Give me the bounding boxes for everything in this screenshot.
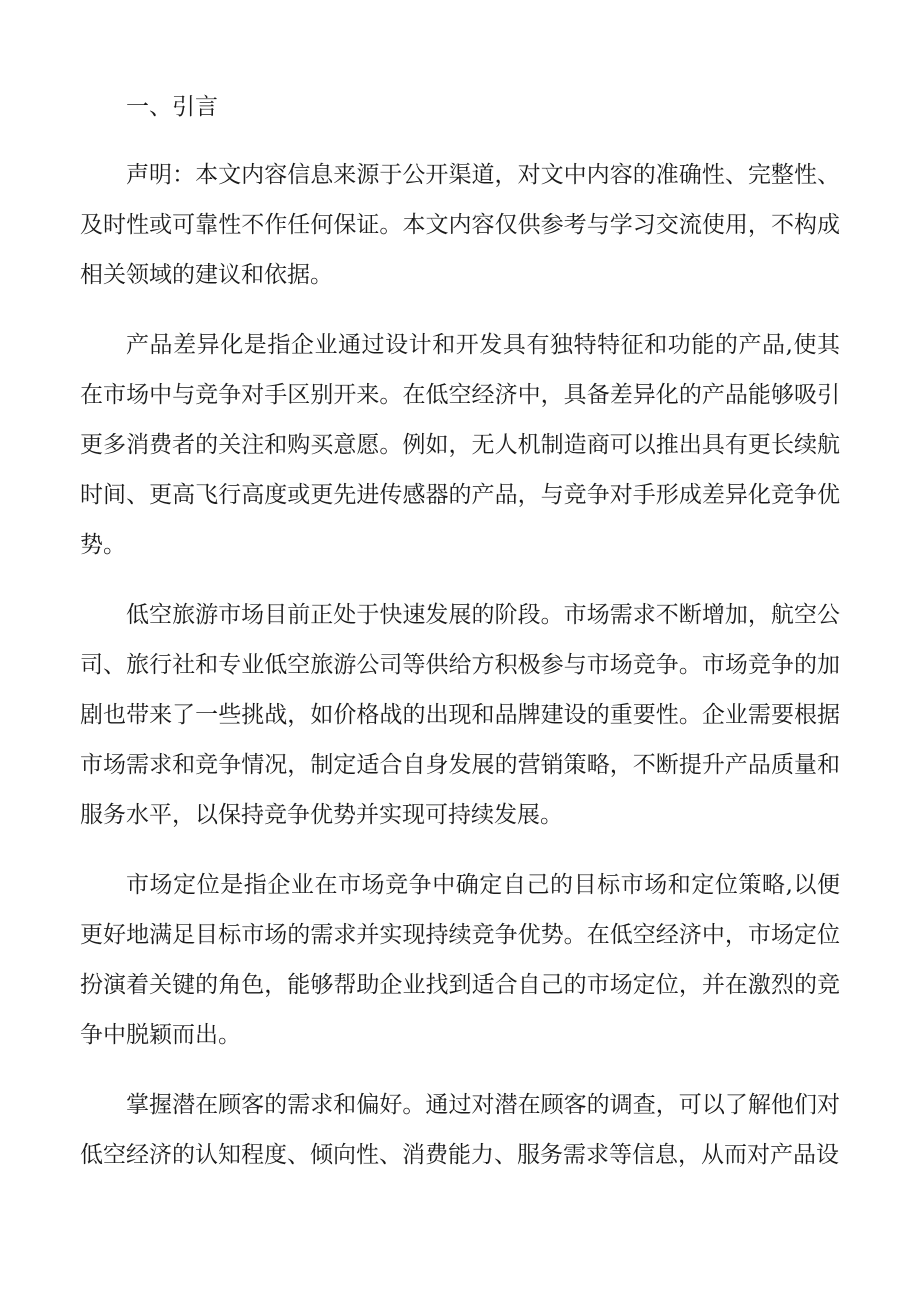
disclaimer-paragraph: 声明：本文内容信息来源于公开渠道，对文中内容的准确性、完整性、及时性或可靠性不作任何保证。本文内容仅供参考与学习交流使用，不构成相关领域的建议和依据。: [80, 162, 840, 288]
low-altitude-tourism-paragraph: 低空旅游市场目前正处于快速发展的阶段。市场需求不断增加，航空公司、旅行社和专业低空旅游公司等供给方积极参与市场竞争。市场竞争的加剧也带来了一些挑战，如价格战的出现和品牌建设的重要性。企业需要根据市场需求和竞争情况，制定适合自身发展的营销策略，不断提升产品质量和服务水平，以保持竞争优势并实现可持续发展。: [80, 602, 840, 828]
product-differentiation-paragraph: 产品差异化是指企业通过设计和开发具有独特特征和功能的产品,使其在市场中与竞争对手区别开来。在低空经济中，具备差异化的产品能够吸引更多消费者的关注和购买意愿。例如，无人机制造商可以推出具有更长续航时间、更高飞行高度或更先进传感器的产品，与竞争对手形成差异化竞争优势。: [80, 332, 840, 558]
market-positioning-paragraph: 市场定位是指企业在市场竞争中确定自己的目标市场和定位策略,以便更好地满足目标市场的需求并实现持续竞争优势。在低空经济中，市场定位扮演着关键的角色，能够帮助企业找到适合自己的市场定位，并在激烈的竞争中脱颖而出。: [80, 872, 840, 1048]
document-body: [80, 82, 840, 1200]
customer-needs-paragraph: 掌握潜在顾客的需求和偏好。通过对潜在顾客的调查，可以了解他们对低空经济的认知程度、倾向性、消费能力、服务需求等信息，从而对产品设: [80, 1092, 840, 1168]
section-heading: 一、引言: [126, 94, 218, 120]
